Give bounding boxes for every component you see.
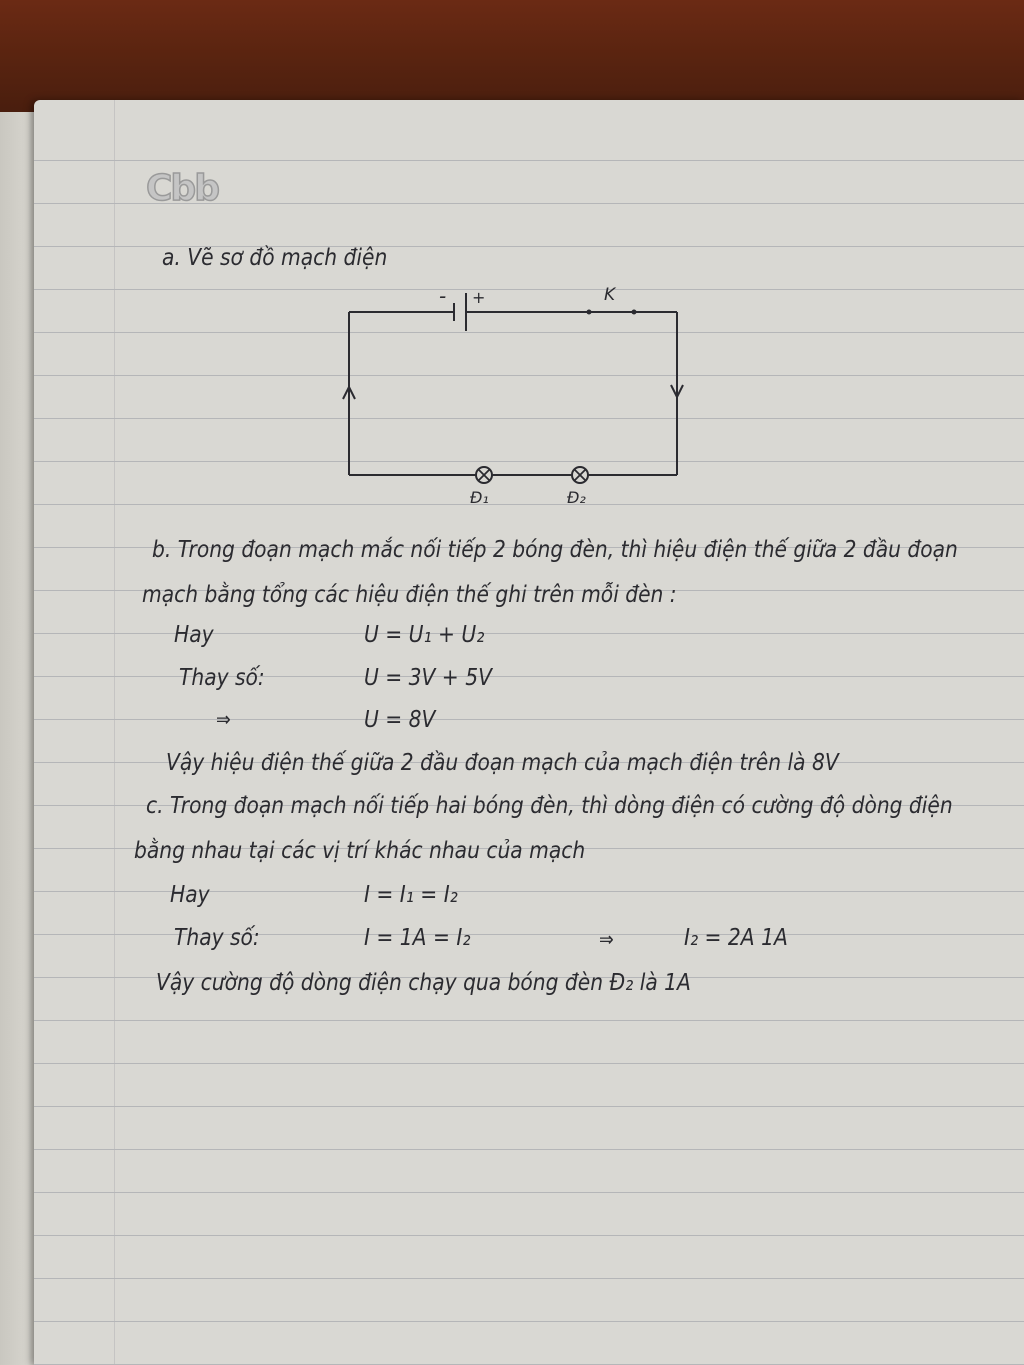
lamp-2-icon	[572, 467, 588, 483]
ruled-line	[34, 719, 1024, 720]
ruled-line	[34, 1106, 1024, 1107]
ruled-line	[34, 1020, 1024, 1021]
part-c-result-formula: I₂ = 2A 1A	[684, 925, 788, 951]
lamp-1-label: Đ₁	[470, 488, 489, 505]
part-c-hay-formula: I = I₁ = I₂	[364, 882, 458, 908]
part-c-arrow-icon: ⇒	[599, 927, 614, 951]
cbb-logo: Cbb	[146, 168, 218, 209]
part-b-arrow-icon: ⇒	[216, 707, 231, 731]
part-b-thay-formula: U = 3V + 5V	[364, 665, 492, 691]
part-c-hay-label: Hay	[170, 882, 210, 908]
circuit-diagram	[334, 275, 694, 505]
ruled-line	[34, 1321, 1024, 1322]
part-b-line-1: b. Trong đoạn mạch mắc nối tiếp 2 bóng đèn, thì hiệu điện thế giữa 2 đầu đoạn	[152, 537, 958, 563]
ruled-line	[34, 1278, 1024, 1279]
part-c-line-1: c. Trong đoạn mạch nối tiếp hai bóng đèn, thì dòng điện có cường độ dòng điện	[146, 793, 953, 819]
part-c-line-2: bằng nhau tại các vị trí khác nhau của mạch	[134, 838, 586, 864]
ruled-line	[34, 1235, 1024, 1236]
ruled-line	[34, 1192, 1024, 1193]
battery-minus-sign: -	[439, 284, 447, 308]
part-b-hay-label: Hay	[174, 622, 214, 648]
part-b-result-formula: U = 8V	[364, 707, 436, 733]
switch-contact-right	[632, 310, 637, 315]
part-b-line-2: mạch bằng tổng các hiệu điện thế ghi trên mỗi đèn :	[142, 582, 677, 608]
part-c-thay-formula: I = 1A = I₂	[364, 925, 471, 951]
switch-contact-left	[587, 310, 592, 315]
ruled-line	[34, 1063, 1024, 1064]
lamp-2-label: Đ₂	[567, 488, 586, 505]
part-a-heading: a. Vẽ sơ đồ mạch điện	[162, 245, 388, 271]
notebook-page	[34, 100, 1024, 1365]
part-b-conclusion: Vậy hiệu điện thế giữa 2 đầu đoạn mạch của mạch điện trên là 8V	[166, 750, 839, 776]
part-b-thay-label: Thay số:	[179, 665, 265, 691]
battery-plus-sign: +	[472, 288, 486, 307]
ruled-line	[34, 160, 1024, 161]
ruled-line	[34, 1149, 1024, 1150]
switch-label: K	[604, 285, 616, 305]
part-b-hay-formula: U = U₁ + U₂	[364, 622, 485, 648]
part-c-thay-label: Thay số:	[174, 925, 260, 951]
part-c-conclusion: Vậy cường độ dòng điện chạy qua bóng đèn Đ₂ là 1A	[156, 970, 691, 996]
lamp-1-icon	[476, 467, 492, 483]
